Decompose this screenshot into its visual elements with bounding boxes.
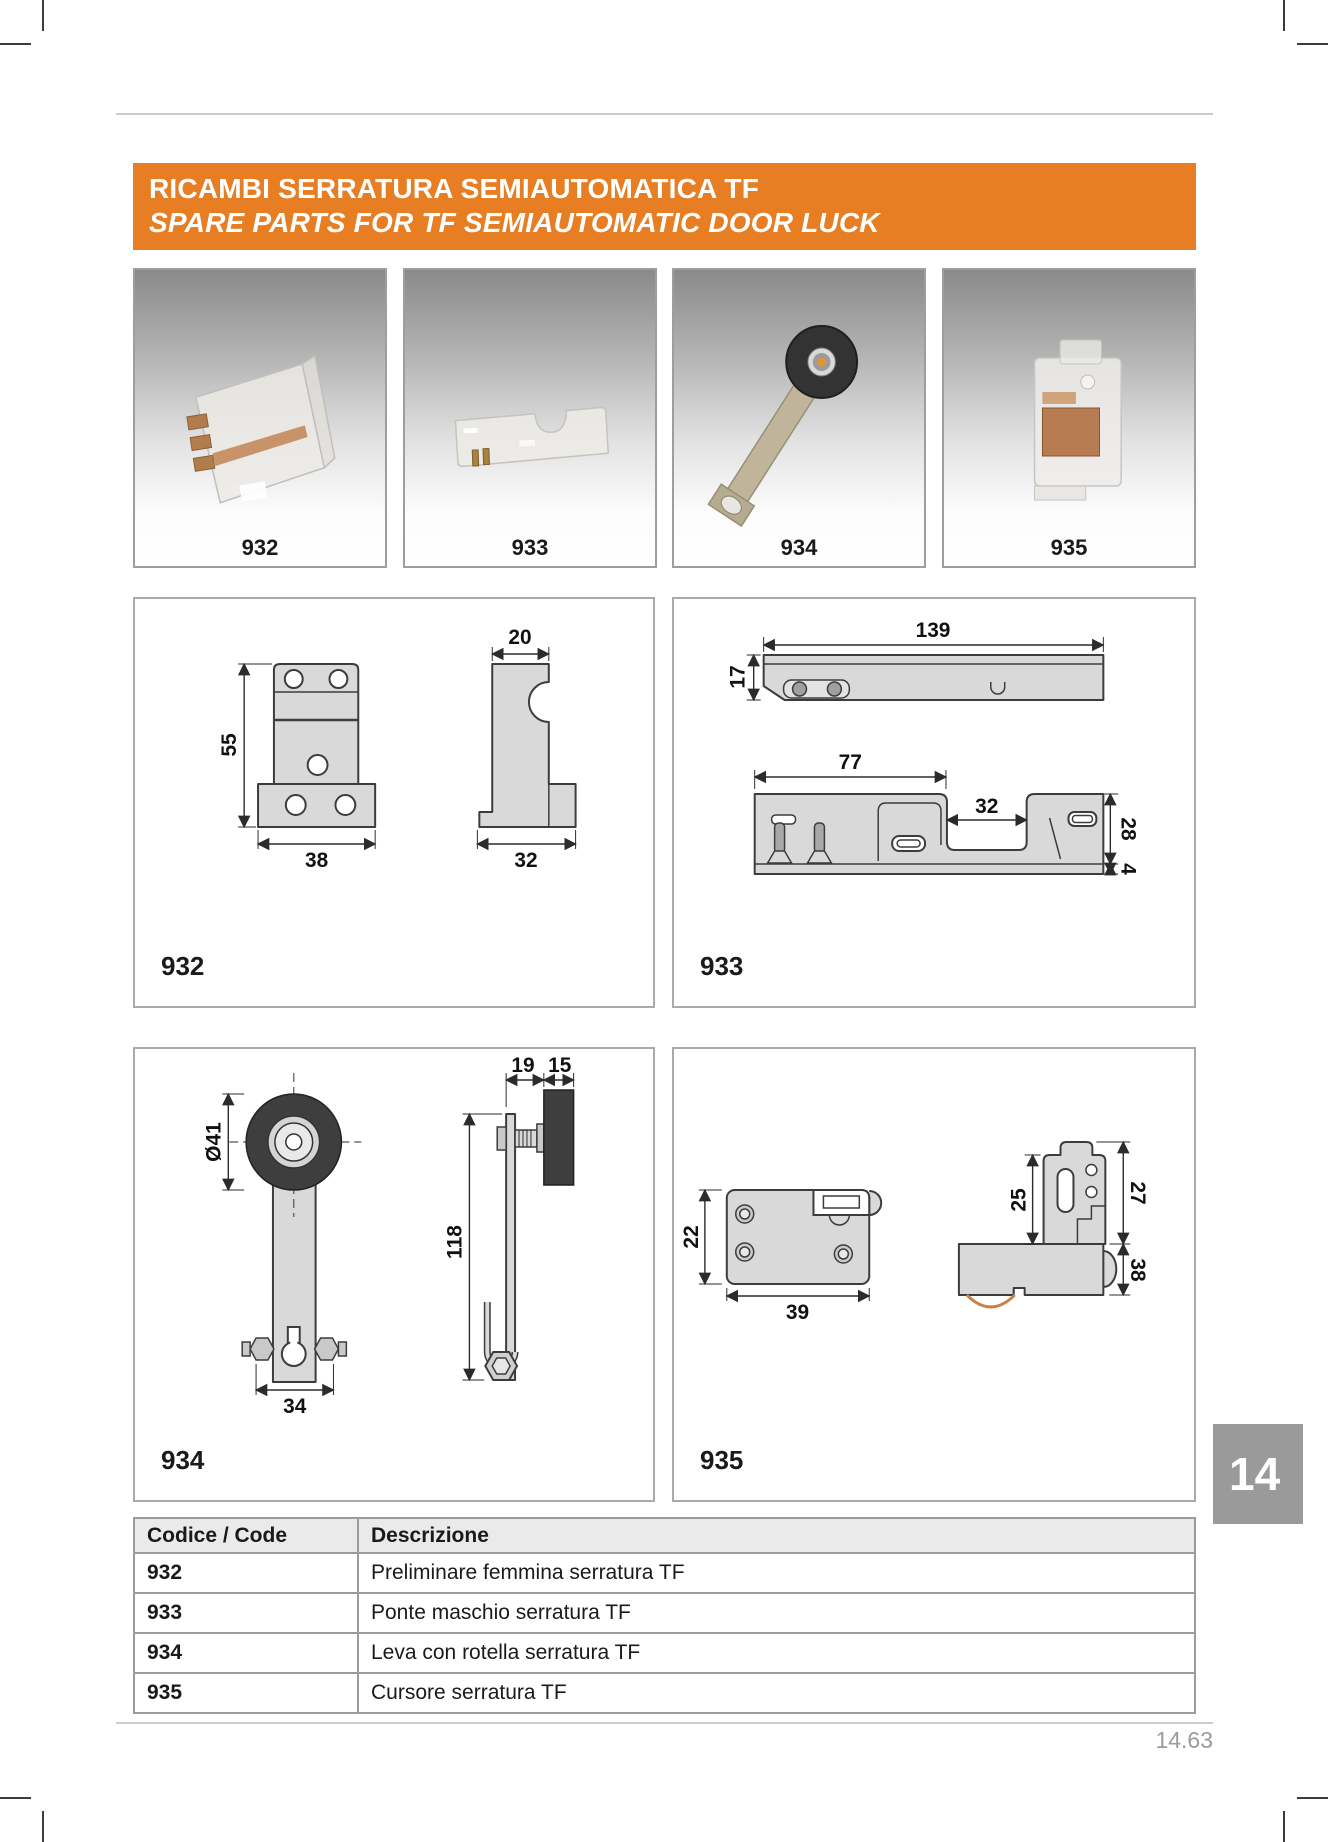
drawing-box-933 [672,597,1196,1008]
dim-55: 55 [218,733,242,757]
parts-table [133,1517,1196,1714]
section-title-italian: RICAMBI SERRATURA SEMIAUTOMATICA TF [149,173,759,204]
part-description: Ponte maschio serratura TF [358,1593,1195,1633]
dim-diameter-41: Ø41 [202,1122,226,1162]
product-photo-932 [135,270,385,566]
photo-code-label: 935 [1050,535,1088,560]
crop-mark [1283,0,1285,31]
dim-22: 22 [679,1225,703,1249]
photo-box-934 [672,268,926,568]
dim-34: 34 [283,1394,307,1419]
crop-mark [1297,43,1328,45]
dim-32-notch: 32 [975,794,999,819]
table-row [134,1633,1195,1673]
crop-mark [0,43,31,45]
plate-tab [869,1191,881,1215]
dim-38: 38 [1126,1258,1150,1282]
crop-mark [42,1811,44,1842]
part-description: Leva con rotella serratura TF [358,1633,1195,1673]
front-view-base [258,784,375,827]
drawing-box-934 [133,1047,655,1502]
crop-mark [0,1797,31,1799]
top-rule [116,113,1213,115]
drawing-code-label: 933 [700,951,744,981]
photo-box-933 [403,268,657,568]
part-description: Preliminare femmina serratura TF [358,1553,1195,1593]
page-number: 14.63 [1155,1727,1213,1753]
roller-side [544,1090,574,1185]
table-header-code: Codice / Code [134,1518,358,1553]
photo-box-932 [133,268,387,568]
dim-15: 15 [548,1053,572,1078]
table-header-desc: Descrizione [358,1518,1195,1553]
photo-code-label: 933 [511,535,549,560]
technical-drawing-932 [135,599,653,1006]
body-profile [755,794,1104,874]
dim-39: 39 [785,1300,810,1325]
technical-drawing-934 [135,1049,653,1500]
dim-20: 20 [508,625,532,650]
dim-19: 19 [511,1053,535,1078]
crop-mark [42,0,44,31]
technical-drawing-933 [674,599,1194,1006]
crop-mark [1297,1797,1328,1799]
drawing-code-label: 932 [161,951,205,981]
product-photo-933 [405,270,655,566]
dim-32: 32 [514,848,538,873]
table-header-row [134,1518,1195,1553]
technical-drawing-935 [674,1049,1194,1500]
roller-arc [967,1295,1015,1307]
lever-side [506,1114,515,1380]
crop-mark [1283,1811,1285,1842]
dim-118: 118 [443,1225,467,1259]
chapter-tab-label: 14 [1229,1448,1281,1500]
drawing-code-label: 934 [161,1445,205,1475]
photo-code-label: 932 [241,535,279,560]
dim-4: 4 [1116,863,1140,875]
part-code: 933 [134,1593,358,1633]
dim-77: 77 [838,750,862,775]
section-title-english: SPARE PARTS FOR TF SEMIAUTOMATIC DOOR LUCK [149,207,880,238]
part-code: 934 [134,1633,358,1673]
photo-code-label: 934 [780,535,818,560]
section-banner [133,163,1196,250]
drawing-box-932 [133,597,655,1008]
part-description: Cursore serratura TF [358,1673,1195,1713]
dim-38: 38 [305,848,329,873]
part-code: 932 [134,1553,358,1593]
bottom-rule [116,1722,1213,1724]
table-row [134,1553,1195,1593]
drawing-code-label: 935 [700,1445,744,1475]
product-photo-934 [674,270,924,566]
table-row [134,1673,1195,1713]
dim-28: 28 [1116,817,1140,841]
dim-27: 27 [1126,1181,1150,1205]
table-row [134,1593,1195,1633]
dim-17: 17 [726,665,750,689]
part-code: 935 [134,1673,358,1713]
photo-box-935 [942,268,1196,568]
drawing-box-935 [672,1047,1196,1502]
dim-139: 139 [915,618,951,643]
side-view-body [479,664,575,827]
dim-25: 25 [1007,1188,1031,1212]
chapter-tab [1213,1424,1303,1524]
product-photo-935 [944,270,1194,566]
cursor-lower [959,1244,1103,1295]
